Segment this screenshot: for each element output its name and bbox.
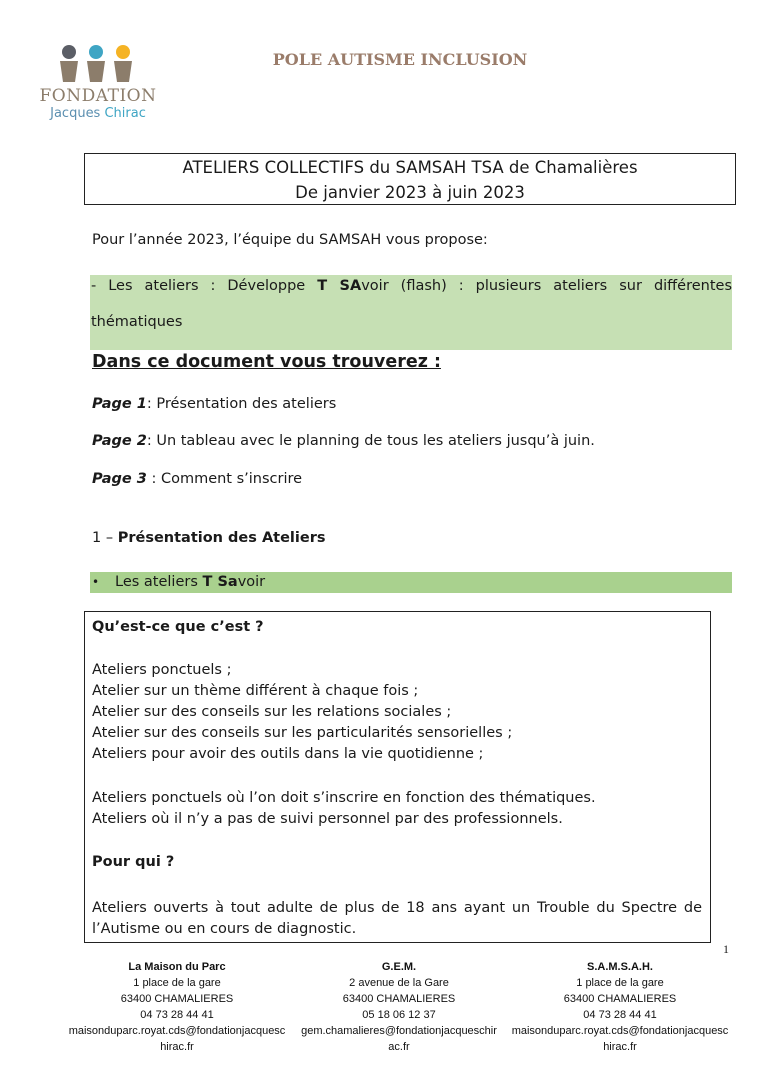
header-title: POLE AUTISME INCLUSION: [272, 50, 528, 69]
footer-address: 2 avenue de la Gare: [349, 977, 449, 989]
footer-name: G.E.M.: [381, 961, 417, 973]
bullet-icon: •: [92, 575, 100, 589]
footer-col-samsah: [509, 959, 731, 1055]
toc-label: Page 3: [92, 471, 147, 487]
list-item: Atelier sur des conseils sur les relations sociales ;: [92, 704, 452, 720]
bullet-bold: T Sa: [202, 574, 238, 590]
section-heading: Dans ce document vous trouverez :: [92, 352, 441, 372]
page-number: 1: [723, 942, 729, 956]
logo-sub-left: Jacques: [50, 106, 105, 121]
info-box: [84, 611, 711, 943]
list-item: Atelier sur un thème différent à chaque fois ;: [92, 683, 419, 699]
footer-email[interactable]: maisonduparc.royat.cds@fondationjacqueschirac.fr: [511, 1025, 729, 1053]
answer-text: Ateliers ouverts à tout adulte de plus de 18 ans ayant un Trouble du Spectre de l’Autisme ou en cours de diagnostic.: [92, 900, 702, 937]
ateliers-line-2: thématiques: [91, 314, 183, 330]
toc-item-page-1: [92, 396, 336, 412]
footer-phone: 05 18 06 12 37: [362, 1009, 436, 1021]
title-line-2: De janvier 2023 à juin 2023: [295, 183, 525, 202]
footer-city: 63400 CHAMALIERES: [342, 993, 456, 1005]
footer-name: La Maison du Parc: [128, 961, 226, 973]
list-item: Ateliers pour avoir des outils dans la vie quotidienne ;: [92, 746, 484, 762]
toc-label: Page 1: [92, 396, 147, 412]
ateliers-line-1: [91, 278, 732, 294]
footer-phone: 04 73 28 44 41: [583, 1009, 657, 1021]
question-what: Qu’est-ce que c’est ?: [92, 619, 264, 635]
bullet-c: voir: [237, 574, 266, 590]
logo-figures-icon: [60, 44, 136, 84]
footer-address: 1 place de la gare: [133, 977, 221, 989]
section-1-heading: [92, 530, 326, 546]
section-1-title: Présentation des Ateliers: [117, 530, 326, 546]
toc-text: : Présentation des ateliers: [146, 396, 337, 412]
footer-phone: 04 73 28 44 41: [140, 1009, 214, 1021]
list-item: Ateliers ponctuels ;: [92, 662, 232, 678]
title-box: [84, 153, 736, 205]
question-who: Pour qui ?: [92, 854, 175, 870]
footer-col-maison-du-parc: [66, 959, 288, 1055]
footer-email[interactable]: maisonduparc.royat.cds@fondationjacqueschirac.fr: [68, 1025, 286, 1053]
toc-item-page-3: [92, 471, 302, 487]
note-line: Ateliers ponctuels où l’on doit s’inscrire en fonction des thématiques.: [92, 790, 596, 806]
fondation-logo: [36, 44, 160, 124]
footer-address: 1 place de la gare: [576, 977, 664, 989]
list-item: Atelier sur des conseils sur les particularités sensorielles ;: [92, 725, 513, 741]
toc-item-page-2: [92, 433, 595, 449]
logo-sub-right: Chirac: [104, 106, 146, 121]
ateliers-bold: T SA: [317, 278, 362, 294]
toc-text: : Comment s’inscrire: [146, 471, 303, 487]
ateliers-a: - Les ateliers : Développe: [91, 278, 318, 294]
title-line-1: ATELIERS COLLECTIFS du SAMSAH TSA de Chamalières: [182, 158, 638, 177]
bullet-highlight: [90, 572, 732, 593]
footer-name: S.A.M.S.A.H.: [586, 961, 653, 973]
footer-city: 63400 CHAMALIERES: [120, 993, 234, 1005]
footer-city: 63400 CHAMALIERES: [563, 993, 677, 1005]
section-1-prefix: 1 –: [92, 530, 118, 546]
footer-col-gem: [300, 959, 498, 1055]
footer-email[interactable]: gem.chamalieres@fondationjacqueschirac.fr: [301, 1025, 497, 1053]
intro-text: Pour l’année 2023, l’équipe du SAMSAH vous propose:: [92, 232, 488, 248]
ateliers-highlight: [90, 275, 732, 350]
toc-label: Page 2: [92, 433, 147, 449]
bullet-text: [115, 572, 265, 592]
toc-text: : Un tableau avec le planning de tous les ateliers jusqu’à juin.: [146, 433, 595, 449]
ateliers-c: voir (flash) : plusieurs ateliers sur différentes: [361, 278, 732, 294]
logo-subtitle: [36, 106, 160, 121]
note-line: Ateliers où il n’y a pas de suivi personnel par des professionnels.: [92, 811, 563, 827]
logo-name: FONDATION: [39, 86, 157, 106]
bullet-a: Les ateliers: [115, 574, 203, 590]
